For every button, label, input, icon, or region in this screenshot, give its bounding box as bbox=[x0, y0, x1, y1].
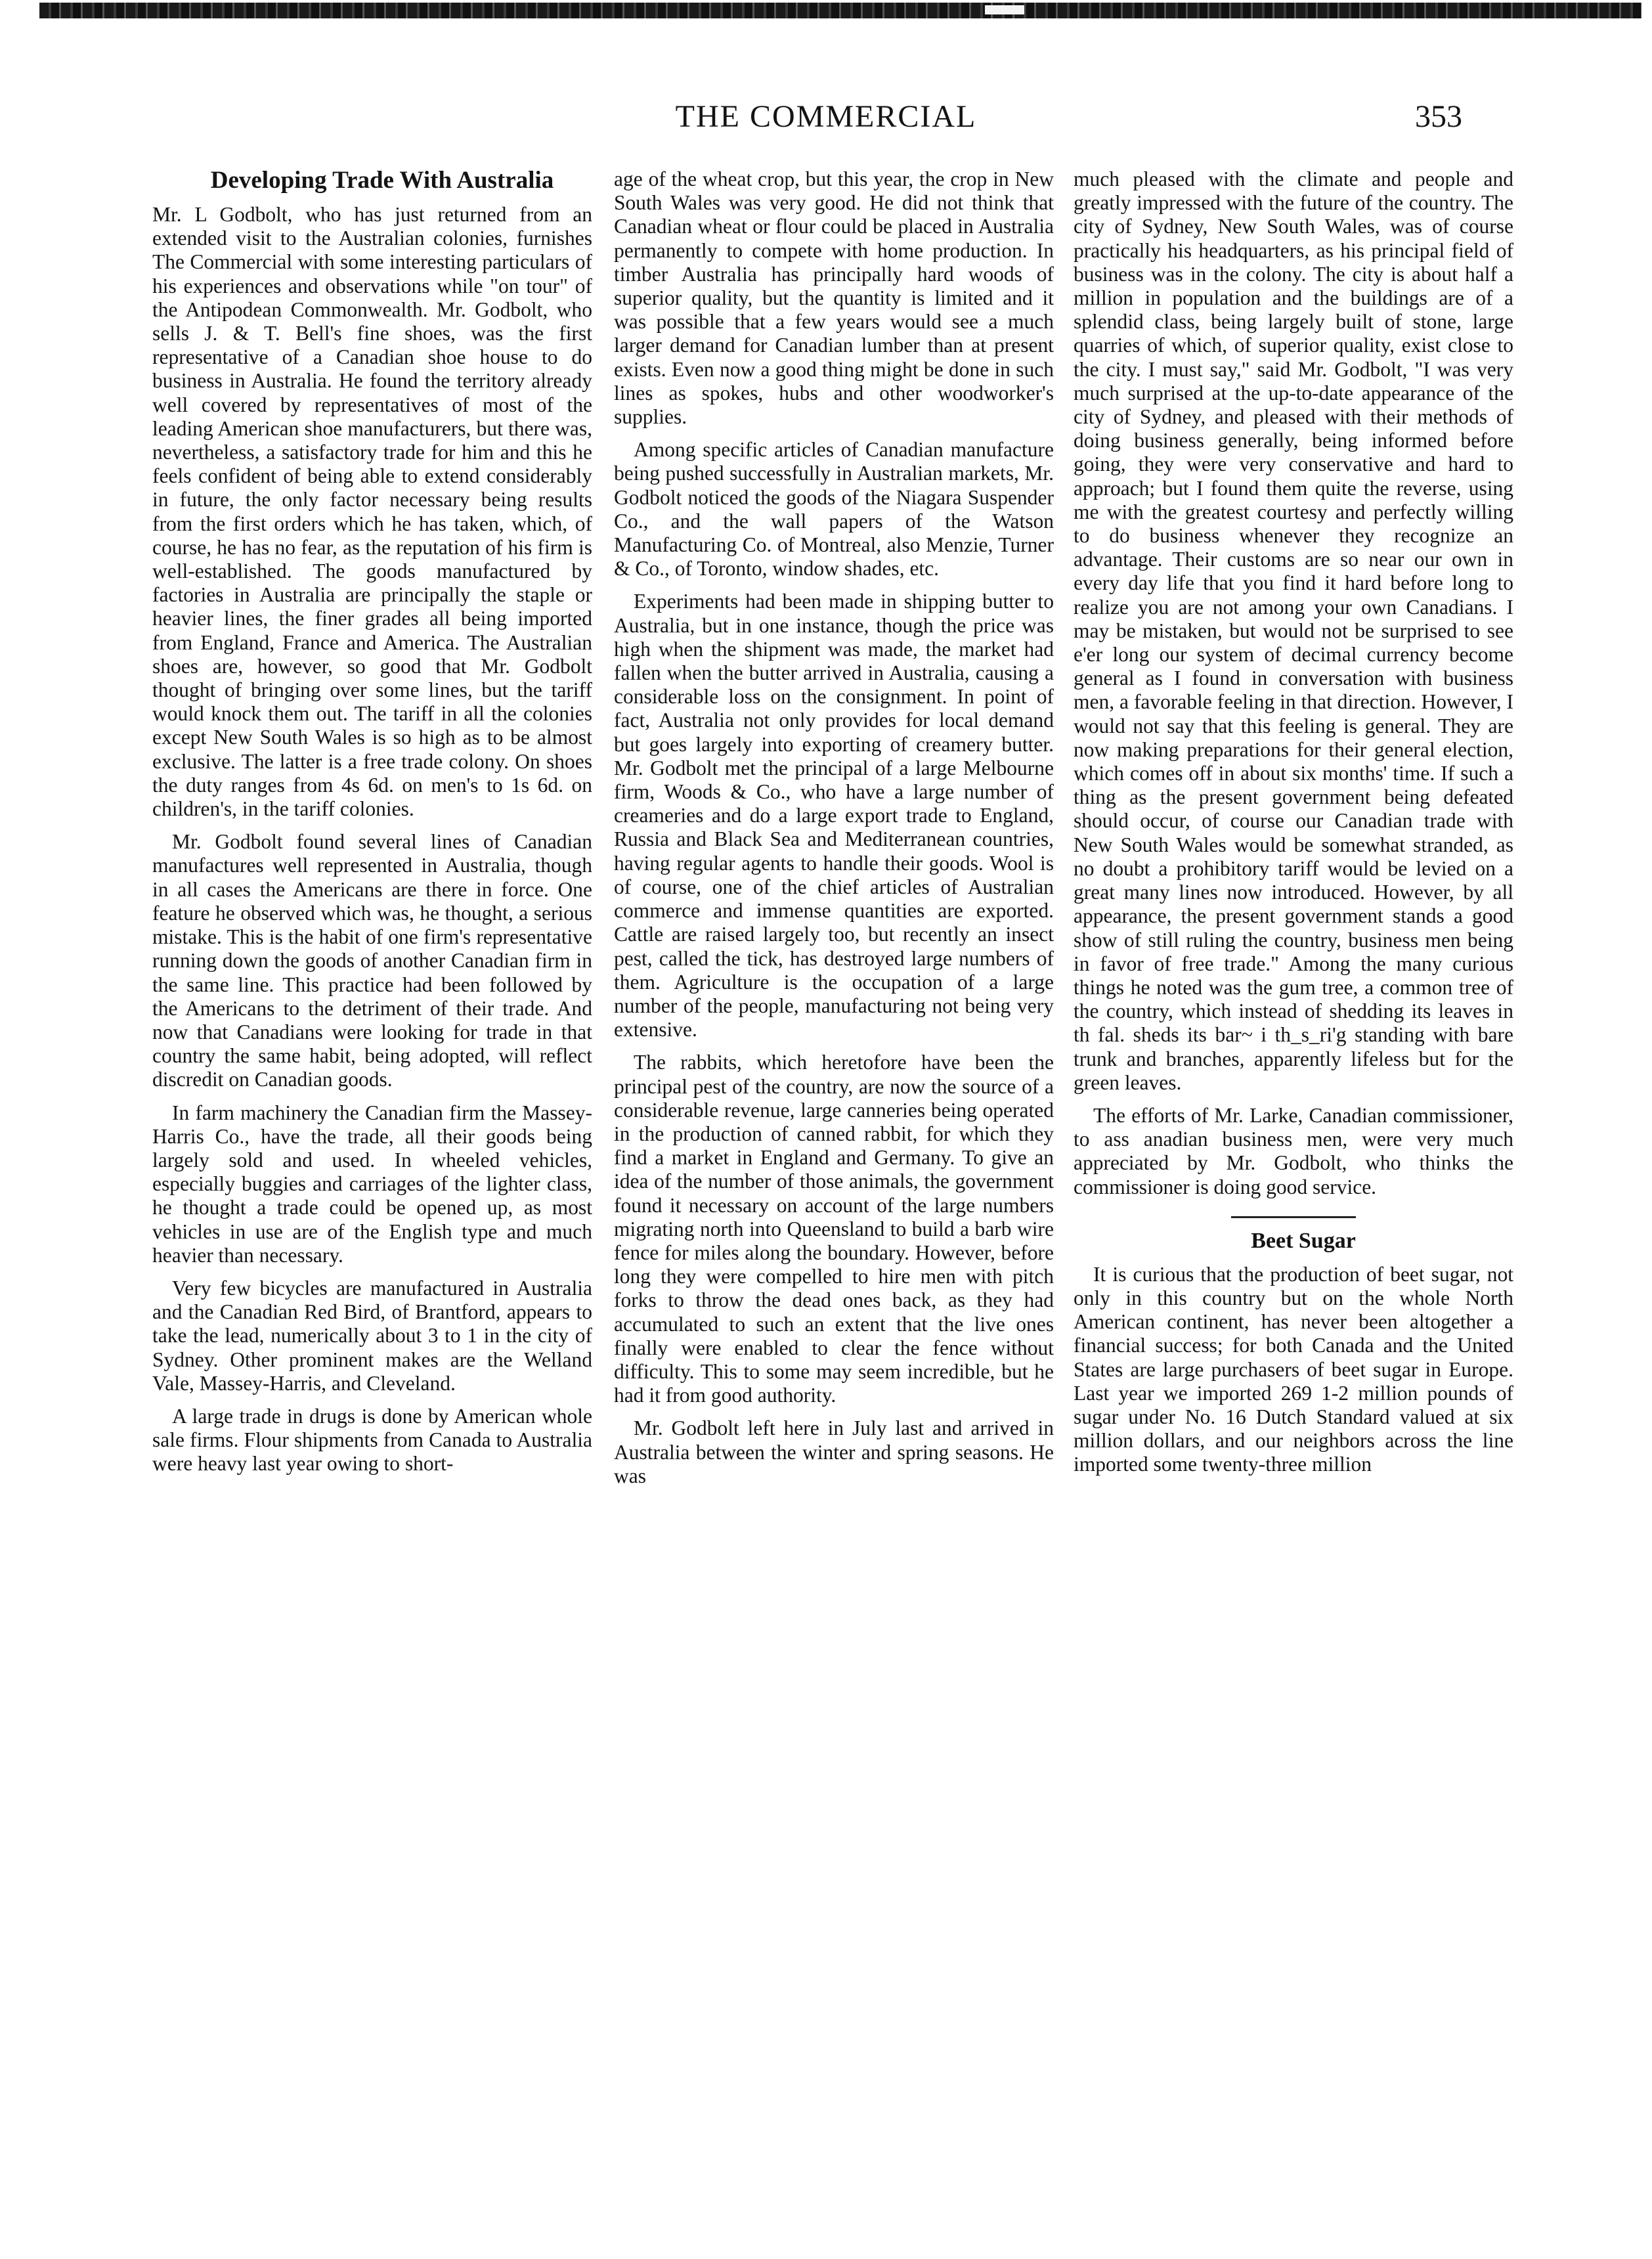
top-border-gap bbox=[985, 5, 1024, 14]
article-paragraph: The efforts of Mr. Larke, Canadian commissioner, to ass anadian business men, were very much appreciated by Mr. Godbolt, who thinks the commissioner is doing good service. bbox=[1074, 1103, 1513, 1198]
article-paragraph: The rabbits, which heretofore have been the principal pest of the country, are now the source of a considerable revenue, large canneries being operated in the production of canned rabbit, for which they find a market in England and Germany. To give an idea of the number of those animals, the government found it necessary on account of the large numbers migrating north into Queensland to build a barb wire fence for miles along the boundary. However, before long they were compelled to hire men with pitch forks to throw the dead ones back, as they had accumulated to such an extent that the live ones finally were enabled to clear the fence without difficulty. This to some may seem incredible, but he had it from good authority. bbox=[614, 1051, 1054, 1407]
column-1 bbox=[152, 167, 592, 2203]
article-headline-beet-sugar: Beet Sugar bbox=[1251, 1228, 1356, 1253]
page-title: THE COMMERCIAL bbox=[675, 99, 977, 134]
top-border-rule bbox=[39, 3, 1641, 18]
article-paragraph: Mr. Godbolt found several lines of Canadian manufactures well represented in Australia, though in all cases the Americans are there in force. One feature he observed which was, he thought, a serious mistake. This is the habit of one firm's representative running down the goods of another Canadian firm in the same line. This practice had been followed by the Americans to the detriment of their trade. And now that Canadians were looking for trade in that country the same habit, being adopted, will reflect discredit on Canadian goods. bbox=[152, 830, 592, 1091]
article-paragraph: Among specific articles of Canadian manufacture being pushed successfully in Australian markets, Mr. Godbolt noticed the goods of the Niagara Suspender Co., and the wall papers of the Watson Manufacturing Co. of Montreal, also Menzie, Turner & Co., of Toronto, window shades, etc. bbox=[614, 438, 1054, 581]
article-paragraph: It is curious that the production of beet sugar, not only in this country but on the whole North American continent, has never been altogether a financial success; for both Canada and the United States are large purchasers of beet sugar in Europe. Last year we imported 269 1-2 million pounds of sugar under No. 16 Dutch Standard valued at six million dollars, and our neighbors across the line imported some twenty-three million bbox=[1074, 1262, 1513, 1476]
column-2 bbox=[614, 167, 1054, 2203]
article-paragraph: Mr. L Godbolt, who has just returned from an extended visit to the Australian colonies, furnishes The Commercial with some interesting particulars of his experiences and observations while "on tour" of the Antipodean Commonwealth. Mr. Godbolt, who sells J. & T. Bell's fine shoes, was the first representative of a Canadian shoe house to do business in Australia. He found the territory already well covered by representatives of most of the leading American shoe manufacturers, but there was, nevertheless, a satisfactory trade for him and this he feels confident of being able to extend considerably in future, the only factor necessary being results from the first orders which he has taken, which, of course, he has no fear, as the reputation of his firm is well-established. The goods manufactured by factories in Australia are principally the staple or heavier lines, the finer grades all being imported from England, France and America. The Australian shoes are, however, so good that Mr. Godbolt thought of bringing over some lines, but the tariff would knock them out. The tariff in all the colonies except New South Wales is so high as to be almost exclusive. The latter is a free trade colony. On shoes the duty ranges from 4s 6d. on men's to 1s 6d. on children's, in the tariff colonies. bbox=[152, 203, 592, 821]
article-paragraph: Mr. Godbolt left here in July last and arrived in Australia between the winter and spring seasons. He was bbox=[614, 1416, 1054, 1487]
article-paragraph: In farm machinery the Canadian firm the Massey-Harris Co., have the trade, all their goods being largely sold and used. In wheeled vehicles, especially buggies and carriages of the lighter class, he thought a trade could be opened up, as most vehicles in use are of the English type and much heavier than necessary. bbox=[152, 1101, 592, 1267]
article-paragraph: much pleased with the climate and people and greatly impressed with the future of the country. The city of Sydney, New South Wales, was of course practically his headquarters, as his principal field of business was in the colony. The city is about half a million in population and the buildings are of a splendid class, being largely built of stone, large quarries of which, of superior quality, exist close to the city. I must say," said Mr. Godbolt, "I was very much surprised at the up-to-date appearance of the city of Sydney, and pleased with their methods of doing business generally, being informed before going, they were very conservative and hard to approach; but I found them quite the reverse, using me with the greatest courtesy and perfectly willing to do business whenever they recognize an advantage. Their customs are so near our own in every day life that you find it hard before long to realize you are not among your own Canadians. I may be mistaken, but would not be surprised to see e'er long our system of decimal currency become general as I found in conversation with business men, a favorable feeling in that direction. However, I would not say that this feeling is general. They are now making preparations for their general election, which comes off in about six months' time. If such a thing as the present government being defeated should occur, of course our Canadian trade with New South Wales would be somewhat stranded, as no doubt a prohibitory tariff would be levied on a great many lines now introduced. However, by all appearance, the present government stands a good show of still ruling the country, business men being in favor of free trade." Among the many curious things he noted was the gum tree, a common tree of the country, which instead of shedding its leaves in th fal. sheds its bar~ i th_s_ri'g standing with bare trunk and branches, apparently lifeless but for the green leaves. bbox=[1074, 167, 1513, 1094]
article-paragraph: A large trade in drugs is done by American whole sale firms. Flour shipments from Canada to Australia were heavy last year owing to short- bbox=[152, 1404, 592, 1476]
article-headline: Developing Trade With Australia bbox=[210, 167, 554, 194]
page-number: 353 bbox=[1415, 99, 1462, 134]
article-paragraph: age of the wheat crop, but this year, the crop in New South Wales was very good. He did not think that Canadian wheat or flour could be placed in Australia permanently to compete with home production. In timber Australia has principally hard woods of superior quality, but the quantity is limited and it was possible that a few years would see a much larger demand for Canadian lumber than at present exists. Even now a good thing might be done in such lines as spokes, hubs and other woodworker's supplies. bbox=[614, 167, 1054, 429]
column-3 bbox=[1074, 167, 1513, 2203]
article-paragraph: Experiments had been made in shipping butter to Australia, but in one instance, though the price was high when the shipment was made, the market had fallen when the butter arrived in Australia, causing a considerable loss on the consignment. In point of fact, Australia not only provides for local demand but goes largely into exporting of creamery butter. Mr. Godbolt met the principal of a large Melbourne firm, Woods & Co., who have a large number of creameries and do a large export trade to England, Russia and Black Sea and Mediterranean countries, having regular agents to handle their goods. Wool is of course, one of the chief articles of Australian commerce and immense quantities are exported. Cattle are raised largely too, but recently an insect pest, called the tick, has destroyed large numbers of them. Agriculture is the occupation of a large number of the people, manufacturing not being very extensive. bbox=[614, 590, 1054, 1042]
article-paragraph: Very few bicycles are manufactured in Australia and the Canadian Red Bird, of Brantford, appears to take the lead, numerically about 3 to 1 in the city of Sydney. Other prominent makes are the Welland Vale, Massey-Harris, and Cleveland. bbox=[152, 1276, 592, 1395]
article-divider bbox=[1231, 1216, 1356, 1218]
